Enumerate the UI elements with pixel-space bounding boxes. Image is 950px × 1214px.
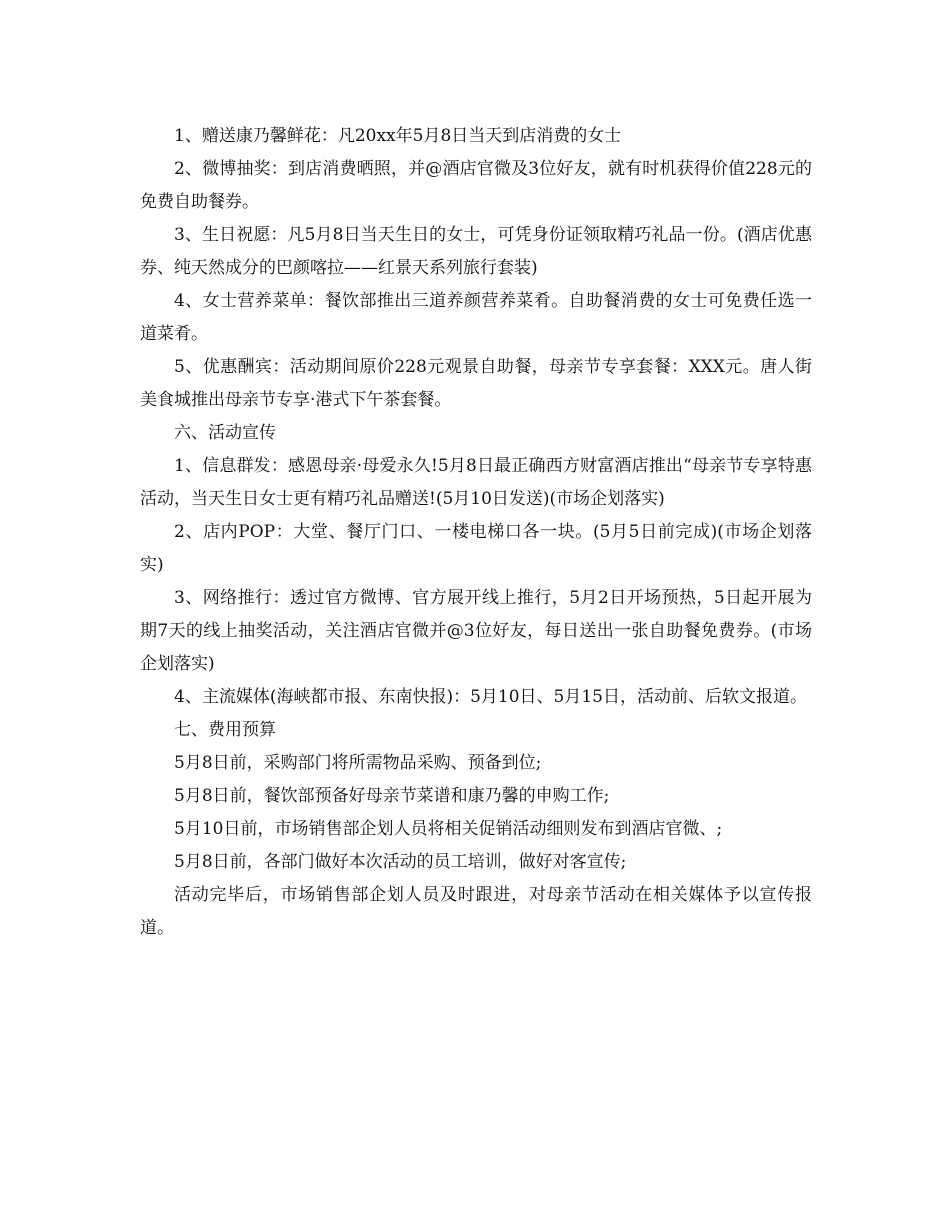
paragraph-discount-offer: 5、优惠酬宾：活动期间原价228元观景自助餐，母亲节专享套餐：XXX元。唐人街美食城推出母亲节专享·港式下午茶套餐。 — [140, 357, 812, 410]
paragraph-message-broadcast: 1、信息群发：感恩母亲·母爱永久!5月8日最正确西方财富酒店推出“母亲节专享特惠活动，当天生日女士更有精巧礼品赠送!(5月10日发送)(市场企划落实) — [140, 456, 812, 509]
paragraph-budget-catering: 5月8日前，餐饮部预备好母亲节菜谱和康乃馨的申购工作; — [174, 786, 610, 806]
paragraph-ladies-menu: 4、女士营养菜单：餐饮部推出三道养颜营养菜肴。自助餐消费的女士可免费任选一道菜肴。 — [140, 291, 812, 344]
document-body — [140, 120, 812, 945]
paragraph-in-store-pop: 2、店内POP：大堂、餐厅门口、一楼电梯口各一块。(5月5日前完成)(市场企划落实) — [140, 522, 812, 575]
paragraph-follow-up: 活动完毕后，市场销售部企划人员及时跟进，对母亲节活动在相关媒体予以宣传报道。 — [140, 885, 812, 938]
section-heading-budget: 七、费用预算 — [174, 720, 276, 740]
paragraph-weibo-lottery: 2、微博抽奖：到店消费晒照，并@酒店官微及3位好友，就有时机获得价值228元的免费自助餐券。 — [140, 159, 812, 212]
section-heading-promotion: 六、活动宣传 — [174, 423, 276, 443]
paragraph-gift-flowers: 1、赠送康乃馨鲜花：凡20xx年5月8日当天到店消费的女士 — [174, 126, 622, 146]
paragraph-mainstream-media: 4、主流媒体(海峡都市报、东南快报)：5月10日、5月15日，活动前、后软文报道。 — [174, 687, 807, 707]
paragraph-budget-marketing: 5月10日前，市场销售部企划人员将相关促销活动细则发布到酒店官微、; — [174, 819, 723, 839]
paragraph-online-promotion: 3、网络推行：透过官方微博、官方展开线上推行，5月2日开场预热，5日起开展为期7天的线上抽奖活动，关注酒店官微并@3位好友，每日送出一张自助餐免费券。(市场企划落实) — [140, 588, 812, 674]
paragraph-budget-purchasing: 5月8日前，采购部门将所需物品采购、预备到位; — [174, 753, 542, 773]
paragraph-budget-training: 5月8日前，各部门做好本次活动的员工培训，做好对客宣传; — [174, 852, 627, 872]
paragraph-birthday-wishes: 3、生日祝愿：凡5月8日当天生日的女士，可凭身份证领取精巧礼品一份。(酒店优惠券、纯天然成分的巴颜喀拉——红景天系列旅行套装) — [140, 225, 812, 278]
